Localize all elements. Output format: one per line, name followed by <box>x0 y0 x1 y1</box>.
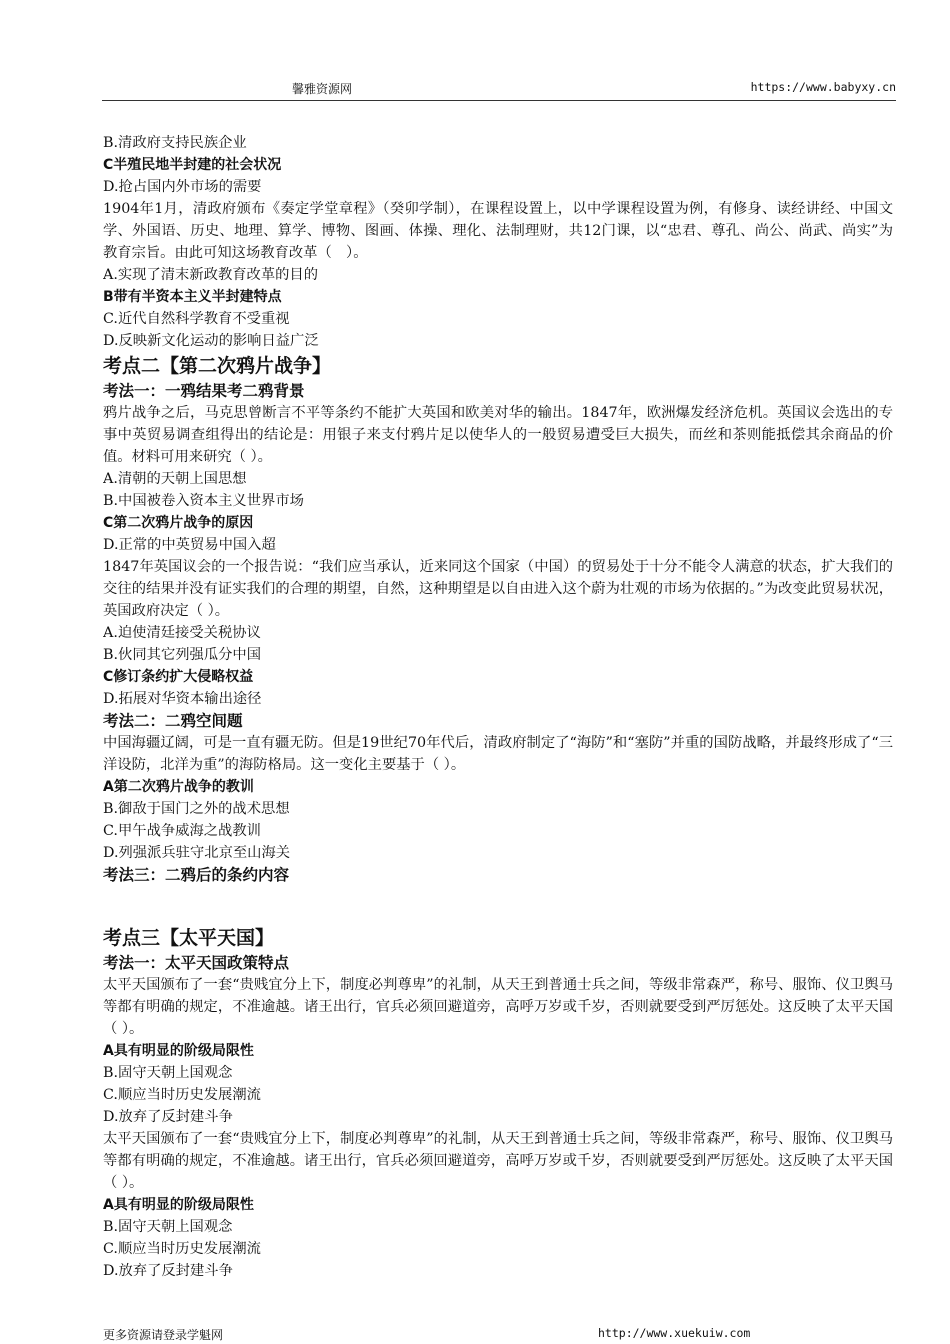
section-spacer <box>103 886 893 924</box>
method-heading: 考法三：二鸦后的条约内容 <box>103 866 290 884</box>
option-line: D.反映新文化运动的影响日益广泛 <box>103 333 319 349</box>
option-line: A.清朝的天朝上国思想 <box>103 471 247 487</box>
footer-more-text: 更多资源请登录学魁网 <box>103 1328 224 1342</box>
option-line: B.清政府支持民族企业 <box>103 135 247 151</box>
method-heading: 考法一：太平天国政策特点 <box>103 954 290 972</box>
page-header <box>102 80 896 101</box>
section-heading: 考点三【太平天国】 <box>103 927 275 949</box>
method-heading: 考法二：二鸦空间题 <box>103 712 243 730</box>
question-paragraph: 1904年1月，清政府颁布《奏定学堂章程》（癸卯学制），在课程设置上，以中学课程设置为例，有修身、读经讲经、中国文学、外国语、历史、地理、算学、博物、图画、体操、理化、法制理财，共12门课，以“忠君、尊孔、尚公、尚武、尚实”为教育宗旨。由此可知这场教育改革（ ）。 <box>103 201 893 261</box>
answer-line: C第二次鸦片战争的原因 <box>103 515 254 531</box>
question-paragraph: 太平天国颁布了一套“贵贱宜分上下，制度必判尊卑”的礼制，从天王到普通士兵之间，等级非常森严，称号、服饰、仪卫舆马等都有明确的规定，不准逾越。诸王出行，官兵必须回避道旁，高呼万岁或千岁，否则就要受到严厉惩处。这反映了太平天国（ ）。 <box>103 977 893 1037</box>
option-line: D.抢占国内外市场的需要 <box>103 179 262 195</box>
option-line: B.御敌于国门之外的战术思想 <box>103 801 290 817</box>
option-line: D.拓展对华资本输出途径 <box>103 691 262 707</box>
question-paragraph: 1847年英国议会的一个报告说：“我们应当承认，近来同这个国家（中国）的贸易处于十分不能令人满意的状态，扩大我们的交往的结果并没有证实我们的合理的期望，自然，这种期望是以自由进入这个蔚为壮观的市场为依据的。”为改变此贸易状况，英国政府决定（ ）。 <box>103 559 893 619</box>
option-line: A.迫使清廷接受关税协议 <box>103 625 261 641</box>
page-footer <box>103 1326 893 1342</box>
option-line: C.甲午战争威海之战教训 <box>103 823 261 839</box>
answer-line: A具有明显的阶级局限性 <box>103 1197 254 1213</box>
option-line: B.伙同其它列强瓜分中国 <box>103 647 262 663</box>
option-line: B.中国被卷入资本主义世界市场 <box>103 493 304 509</box>
answer-line: C修订条约扩大侵略权益 <box>103 669 254 685</box>
footer-url[interactable]: http://www.xuekuiw.com <box>598 1326 751 1340</box>
section-heading: 考点二【第二次鸦片战争】 <box>103 355 332 377</box>
answer-line: B带有半资本主义半封建特点 <box>103 289 282 305</box>
question-paragraph: 鸦片战争之后，马克思曾断言不平等条约不能扩大英国和欧美对华的输出。1847年，欧洲爆发经济危机。英国议会选出的专事中英贸易调查组得出的结论是：用银子来支付鸦片足以使华人的一般贸易遭受巨大损失，而丝和茶则能抵偿其余商品的价值。材料可用来研究（ ）。 <box>103 405 893 465</box>
method-heading: 考法一：一鸦结果考二鸦背景 <box>103 382 305 400</box>
option-line: C.近代自然科学教育不受重视 <box>103 311 290 327</box>
answer-line: A第二次鸦片战争的教训 <box>103 779 254 795</box>
option-line: D.列强派兵驻守北京至山海关 <box>103 845 291 861</box>
document-body <box>103 132 893 1282</box>
option-line: D.正常的中英贸易中国入超 <box>103 537 276 553</box>
question-paragraph: 中国海疆辽阔，可是一直有疆无防。但是19世纪70年代后，清政府制定了“海防”和“塞防”并重的国防战略，并最终形成了“三洋设防，北洋为重”的海防格局。这一变化主要基于（ ）。 <box>103 735 893 773</box>
site-name: 馨雅资源网 <box>292 82 353 96</box>
option-line: B.固守天朝上国观念 <box>103 1219 233 1235</box>
header-url[interactable]: https://www.babyxy.cn <box>750 80 896 94</box>
option-line: A.实现了清末新政教育改革的目的 <box>103 267 319 283</box>
option-line: C.顺应当时历史发展潮流 <box>103 1087 261 1103</box>
answer-line: A具有明显的阶级局限性 <box>103 1043 254 1059</box>
question-paragraph: 太平天国颁布了一套“贵贱宜分上下，制度必判尊卑”的礼制，从天王到普通士兵之间，等级非常森严，称号、服饰、仪卫舆马等都有明确的规定，不准逾越。诸王出行，官兵必须回避道旁，高呼万岁或千岁，否则就要受到严厉惩处。这反映了太平天国（ ）。 <box>103 1131 893 1191</box>
option-line: B.固守天朝上国观念 <box>103 1065 233 1081</box>
option-line: C.顺应当时历史发展潮流 <box>103 1241 261 1257</box>
answer-line: C半殖民地半封建的社会状况 <box>103 157 282 173</box>
option-line: D.放弃了反封建斗争 <box>103 1109 233 1125</box>
option-line: D.放弃了反封建斗争 <box>103 1263 233 1279</box>
